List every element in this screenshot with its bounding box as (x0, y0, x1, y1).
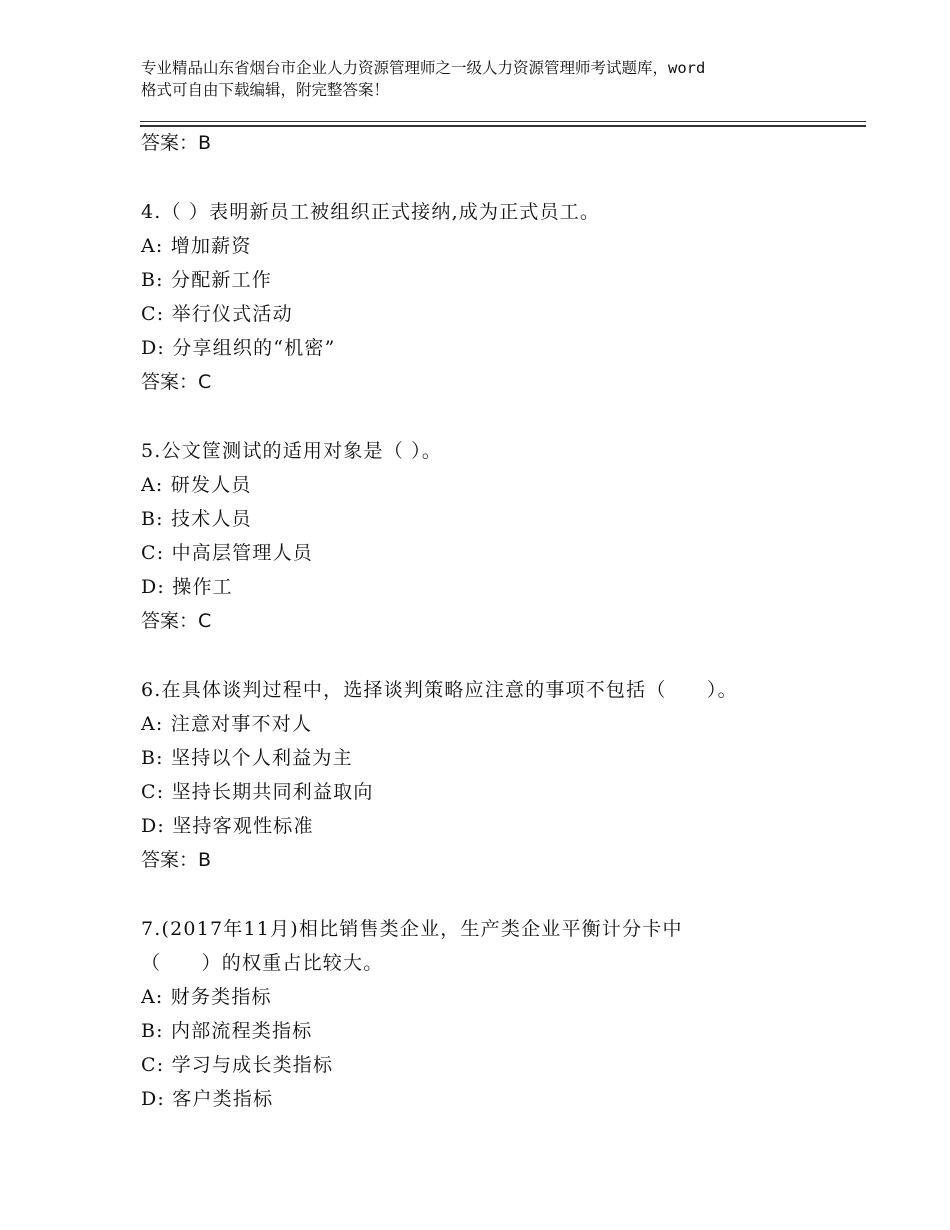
question-6-option-c: C: 坚持长期共同利益取向 (141, 781, 374, 803)
question-7-option-a: A: 财务类指标 (141, 986, 272, 1008)
question-6-option-a: A: 注意对事不对人 (141, 713, 313, 735)
question-7-option-d: D: 客户类指标 (141, 1088, 274, 1110)
question-4-option-d: D: 分享组织的“机密” (141, 337, 336, 359)
question-4-option-c: C: 举行仪式活动 (141, 303, 293, 325)
question-6-stem: 6.在具体谈判过程中，选择谈判策略应注意的事项不包括（ ）。 (141, 679, 738, 701)
question-5-option-a: A: 研发人员 (141, 474, 252, 496)
document-header (141, 57, 841, 101)
question-5-option-b: B: 技术人员 (141, 508, 252, 530)
header-line-2: 格式可自由下载编辑，附完整答案！ (141, 81, 390, 99)
question-7-option-c: C: 学习与成长类指标 (141, 1054, 334, 1076)
question-5-stem: 5.公文筐测试的适用对象是（ ）。 (141, 440, 443, 462)
question-4-option-a: A: 增加薪资 (141, 235, 252, 257)
question-7-stem: 7.(2017年11月)相比销售类企业，生产类企业平衡计分卡中 (141, 918, 683, 940)
question-6-option-b: B: 坚持以个人利益为主 (141, 747, 353, 769)
question-4-stem: 4.（ ）表明新员工被组织正式接纳,成为正式员工。 (141, 201, 601, 223)
question-5-answer: 答案：C (141, 610, 212, 632)
header-divider-thick (140, 125, 866, 127)
previous-answer: 答案：B (141, 132, 212, 154)
question-6-answer: 答案：B (141, 849, 212, 871)
question-5-option-d: D: 操作工 (141, 576, 233, 598)
question-4-answer: 答案：C (141, 371, 212, 393)
question-7-option-b: B: 内部流程类指标 (141, 1020, 313, 1042)
header-line-1: 专业精品山东省烟台市企业人力资源管理师之一级人力资源管理师考试题库，word (141, 59, 706, 77)
question-5-option-c: C: 中高层管理人员 (141, 542, 313, 564)
question-7-stem-continued: （ ）的权重占比较大。 (141, 952, 384, 974)
question-6-option-d: D: 坚持客观性标准 (141, 815, 314, 837)
question-4-option-b: B: 分配新工作 (141, 269, 273, 291)
header-divider-thin (140, 121, 866, 122)
